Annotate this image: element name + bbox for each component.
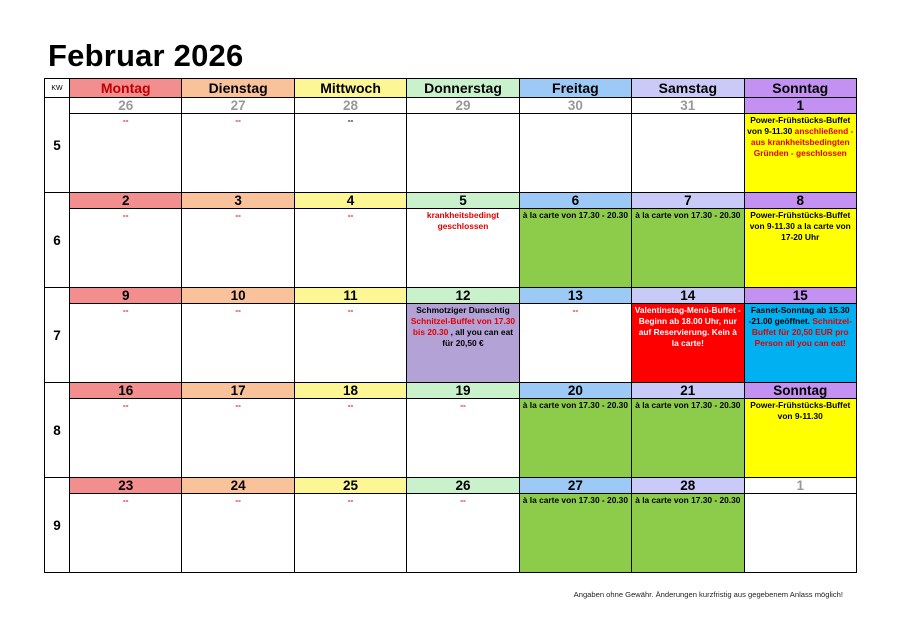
event-line: -- bbox=[572, 305, 579, 315]
event-line: -- bbox=[460, 400, 466, 410]
event-text bbox=[70, 114, 181, 127]
day-events-cell bbox=[744, 399, 856, 478]
day-number: 16 bbox=[70, 383, 182, 399]
event-line: Power-Frühstücks-Buffet von 9-11.30 bbox=[747, 115, 851, 136]
day-events-cell bbox=[632, 304, 744, 383]
event-line: anschließend - aus krankheitsbedingten Gründen - geschlossen bbox=[750, 126, 854, 158]
event-line: -- bbox=[347, 305, 354, 315]
event-text bbox=[520, 494, 631, 507]
event-line: -- bbox=[347, 210, 354, 220]
day-events-cell bbox=[294, 304, 406, 383]
day-events-cell bbox=[294, 114, 406, 193]
event-text bbox=[745, 209, 856, 244]
day-number: 2 bbox=[70, 193, 182, 209]
day-events-cell bbox=[182, 114, 294, 193]
day-events-cell bbox=[294, 399, 406, 478]
event-line: -- bbox=[122, 400, 129, 410]
weekday-header: Freitag bbox=[519, 79, 631, 98]
event-line: Fasnet-Sonntag ab 15.30 -21.00 geöffnet. bbox=[748, 305, 850, 326]
events-row bbox=[45, 114, 857, 193]
day-number: 27 bbox=[182, 98, 294, 114]
day-number: 28 bbox=[632, 478, 744, 494]
day-events-cell bbox=[519, 399, 631, 478]
event-text bbox=[632, 494, 743, 507]
event-text bbox=[182, 494, 293, 507]
event-line: Valentinstag-Menü-Buffet - Beginn ab 18.00 Uhr, nur auf Reservierung. Kein à la carte! bbox=[634, 305, 741, 348]
event-line: Schnitzel-Buffet von 17.30 bis 20.30 bbox=[410, 316, 516, 337]
weekday-header-row bbox=[45, 79, 857, 98]
event-text bbox=[295, 399, 406, 412]
weekday-header: Samstag bbox=[632, 79, 744, 98]
day-number: 21 bbox=[632, 383, 744, 399]
day-events-cell bbox=[70, 399, 182, 478]
day-events-cell bbox=[407, 304, 519, 383]
event-text bbox=[745, 494, 856, 496]
day-number: 3 bbox=[182, 193, 294, 209]
day-number: 9 bbox=[70, 288, 182, 304]
event-text bbox=[295, 304, 406, 317]
calendar-week-number: 6 bbox=[45, 193, 70, 288]
day-events-cell bbox=[632, 114, 744, 193]
weekday-header: Donnerstag bbox=[407, 79, 519, 98]
day-number: 12 bbox=[407, 288, 519, 304]
day-number: 17 bbox=[182, 383, 294, 399]
events-row bbox=[45, 304, 857, 383]
event-line: a la carte von 17-20 Uhr bbox=[781, 221, 851, 242]
calendar-week-number: 7 bbox=[45, 288, 70, 383]
event-text bbox=[745, 114, 856, 160]
day-number: 25 bbox=[294, 478, 406, 494]
event-text bbox=[295, 114, 406, 127]
day-number: 11 bbox=[294, 288, 406, 304]
event-text bbox=[407, 494, 518, 507]
events-row bbox=[45, 494, 857, 573]
event-text bbox=[632, 209, 743, 222]
weekday-header: Mittwoch bbox=[294, 79, 406, 98]
day-events-cell bbox=[70, 494, 182, 573]
calendar-week-number: 9 bbox=[45, 478, 70, 573]
day-events-cell bbox=[744, 494, 856, 573]
event-text bbox=[182, 399, 293, 412]
event-text bbox=[632, 114, 743, 116]
date-number-row bbox=[45, 478, 857, 494]
day-events-cell bbox=[407, 209, 519, 288]
day-events-cell bbox=[519, 209, 631, 288]
event-line: krankheitsbedingt geschlossen bbox=[426, 210, 500, 231]
event-line: -- bbox=[235, 305, 241, 315]
event-line: -- bbox=[122, 305, 129, 315]
event-text bbox=[70, 399, 181, 412]
day-number: 1 bbox=[744, 98, 856, 114]
day-number: 30 bbox=[519, 98, 631, 114]
event-line: -- bbox=[235, 115, 241, 125]
day-number: 20 bbox=[519, 383, 631, 399]
day-number: 26 bbox=[70, 98, 182, 114]
event-line: Power-Frühstücks-Buffet von 9-11.30 bbox=[749, 210, 851, 231]
day-number: 8 bbox=[744, 193, 856, 209]
event-line: -- bbox=[347, 400, 354, 410]
event-text bbox=[520, 114, 631, 116]
event-line: à la carte von 17.30 - 20.30 bbox=[522, 210, 629, 220]
event-line: -- bbox=[122, 210, 129, 220]
day-events-cell bbox=[407, 494, 519, 573]
weekday-header: Sonntag bbox=[744, 79, 856, 98]
event-text bbox=[182, 209, 293, 222]
day-events-cell bbox=[744, 304, 856, 383]
event-line: Schnitzel-Buffet für 20,50 EUR pro Person all you can eat! bbox=[751, 316, 852, 348]
event-text bbox=[745, 399, 856, 423]
event-line: Power-Frühstücks-Buffet von 9-11.30 bbox=[750, 400, 851, 421]
day-number: 24 bbox=[182, 478, 294, 494]
day-events-cell bbox=[407, 399, 519, 478]
date-number-row bbox=[45, 193, 857, 209]
day-events-cell bbox=[70, 209, 182, 288]
event-text bbox=[407, 114, 518, 116]
calendar-week-number: 5 bbox=[45, 98, 70, 193]
day-events-cell bbox=[294, 209, 406, 288]
events-row bbox=[45, 209, 857, 288]
day-number: 18 bbox=[294, 383, 406, 399]
event-text bbox=[70, 304, 181, 317]
event-text bbox=[407, 209, 518, 233]
event-line: , all you can eat für 20,50 € bbox=[442, 327, 514, 348]
event-line: Schmotziger Dunschtig bbox=[416, 305, 510, 315]
event-text bbox=[295, 494, 406, 507]
event-line: -- bbox=[235, 495, 241, 505]
day-events-cell bbox=[294, 494, 406, 573]
day-number: 1 bbox=[744, 478, 856, 494]
event-line: à la carte von 17.30 - 20.30 bbox=[522, 495, 629, 505]
day-number: 10 bbox=[182, 288, 294, 304]
day-events-cell bbox=[632, 399, 744, 478]
day-events-cell bbox=[519, 114, 631, 193]
event-text bbox=[520, 209, 631, 222]
event-line: -- bbox=[347, 495, 354, 505]
day-number: 23 bbox=[70, 478, 182, 494]
event-text bbox=[632, 304, 743, 350]
day-number: 26 bbox=[407, 478, 519, 494]
event-line: -- bbox=[460, 495, 466, 505]
event-text bbox=[182, 114, 293, 127]
date-number-row bbox=[45, 288, 857, 304]
day-number: 5 bbox=[407, 193, 519, 209]
event-text bbox=[407, 304, 518, 350]
event-text bbox=[632, 399, 743, 412]
day-events-cell bbox=[632, 209, 744, 288]
event-line: -- bbox=[347, 115, 354, 125]
weekday-header: Dienstag bbox=[182, 79, 294, 98]
event-text bbox=[295, 209, 406, 222]
event-text bbox=[520, 304, 631, 317]
events-row bbox=[45, 399, 857, 478]
event-text bbox=[407, 399, 518, 412]
event-line: à la carte von 17.30 - 20.30 bbox=[635, 495, 741, 505]
day-events-cell bbox=[182, 494, 294, 573]
day-events-cell bbox=[519, 304, 631, 383]
date-number-row bbox=[45, 383, 857, 399]
event-text bbox=[70, 494, 181, 507]
calendar-table bbox=[44, 78, 857, 573]
day-number: 13 bbox=[519, 288, 631, 304]
day-events-cell bbox=[182, 304, 294, 383]
disclaimer-footer: Angaben ohne Gewähr. Änderungen kurzfristig aus gegebenem Anlass möglich! bbox=[573, 590, 843, 599]
day-number: Sonntag bbox=[744, 383, 856, 399]
date-number-row bbox=[45, 98, 857, 114]
day-events-cell bbox=[744, 114, 856, 193]
day-events-cell bbox=[70, 304, 182, 383]
day-events-cell bbox=[632, 494, 744, 573]
weekday-header: Montag bbox=[70, 79, 182, 98]
page-title: Februar 2026 bbox=[48, 38, 244, 73]
day-number: 15 bbox=[744, 288, 856, 304]
event-line: -- bbox=[122, 495, 129, 505]
day-events-cell bbox=[744, 209, 856, 288]
event-line: à la carte von 17.30 - 20.30 bbox=[635, 210, 741, 220]
event-line: à la carte von 17.30 - 20.30 bbox=[522, 400, 629, 410]
day-number: 29 bbox=[407, 98, 519, 114]
day-events-cell bbox=[70, 114, 182, 193]
day-number: 14 bbox=[632, 288, 744, 304]
day-events-cell bbox=[407, 114, 519, 193]
kw-header: KW bbox=[45, 79, 70, 98]
day-number: 31 bbox=[632, 98, 744, 114]
day-number: 4 bbox=[294, 193, 406, 209]
day-number: 7 bbox=[632, 193, 744, 209]
day-number: 27 bbox=[519, 478, 631, 494]
day-number: 28 bbox=[294, 98, 406, 114]
day-events-cell bbox=[182, 209, 294, 288]
calendar-week-number: 8 bbox=[45, 383, 70, 478]
event-text bbox=[182, 304, 293, 317]
event-text bbox=[745, 304, 856, 350]
day-number: 19 bbox=[407, 383, 519, 399]
event-line: -- bbox=[122, 115, 129, 125]
event-line: -- bbox=[235, 400, 241, 410]
event-text bbox=[520, 399, 631, 412]
event-line: -- bbox=[235, 210, 241, 220]
day-number: 6 bbox=[519, 193, 631, 209]
event-line: à la carte von 17.30 - 20.30 bbox=[635, 400, 741, 410]
day-events-cell bbox=[182, 399, 294, 478]
event-text bbox=[70, 209, 181, 222]
day-events-cell bbox=[519, 494, 631, 573]
